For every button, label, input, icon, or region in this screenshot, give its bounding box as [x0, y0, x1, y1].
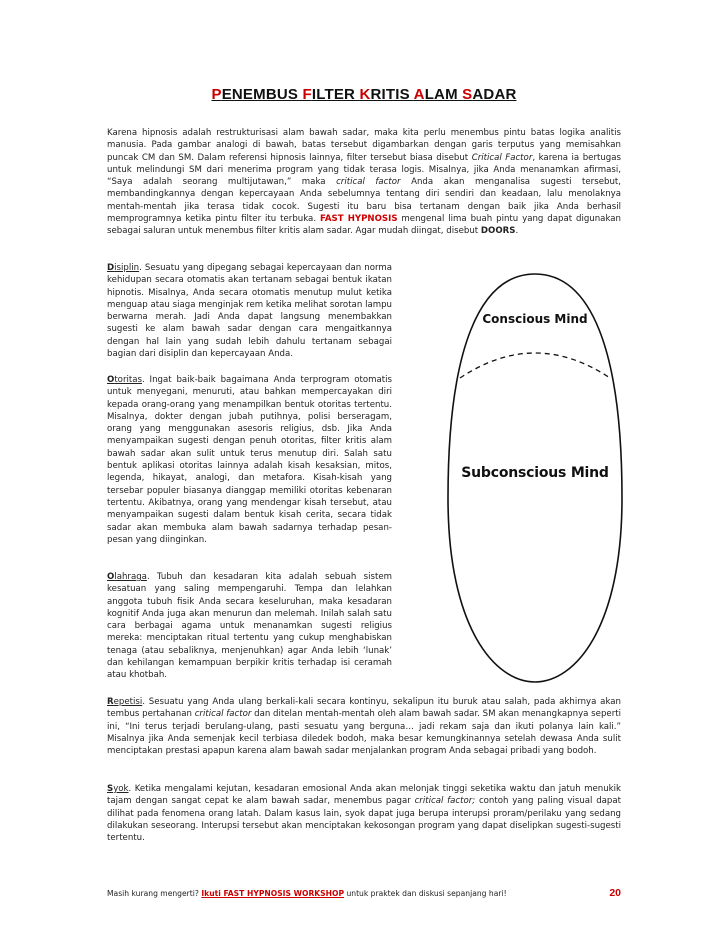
lead-rest: isiplin [114, 263, 140, 273]
section-lead [107, 572, 147, 582]
section-text: . Sesuatu yang Anda ulang berkali-kali secara kontinyu, sekalipun itu buruk atau salah, pada akhirnya akan tembus pertahanan [107, 697, 621, 720]
lead-initial: O [107, 572, 115, 582]
intro-text: Anda akan menganalisa sugesti tersebut, membandingkannya dengan kepercayaan Anda sebelumnya tentang diri sendiri dan keadaan, lalu menolaknya mentah-mentah jika terasa tidak cocok. Sugesti itu baru bisa tertanam dengan baik jika Anda berhasil memprogramnya ketika pintu filter itu terbuka. [107, 177, 621, 225]
footer-text: Masih kurang mengerti? [107, 889, 202, 898]
intro-text: . [515, 226, 519, 237]
conscious-mind-label: Conscious Mind [482, 312, 588, 326]
lead-rest: epetisi [113, 697, 143, 707]
brand-name: FAST HYPNOSIS [319, 214, 398, 225]
section-lead [107, 375, 142, 385]
lead-initial: D [107, 263, 115, 273]
page-title [0, 86, 728, 103]
page-number: 20 [609, 887, 621, 899]
title-text: RITIS [370, 86, 414, 103]
lead-rest: lahraga [114, 572, 147, 582]
lead-rest: yok [113, 784, 129, 794]
intro-text: mengenal lima buah pintu yang dapat digunakan sebagai saluran untuk menembus filter kritis alam sadar. Agar mudah diingat, disebut [107, 214, 621, 237]
intro-text: , karena ia bertugas untuk melindungi SM dari menerima program yang tidak terasa logis. Misalnya, jika Anda menanamkan afirmasi, “Saya adalah seorang multijutawan,” maka [107, 152, 621, 188]
disiplin-paragraph [107, 262, 392, 360]
section-emphasis: critical factor [194, 709, 252, 720]
title-initial: K [359, 86, 371, 103]
title-initial: A [413, 86, 425, 103]
title-text: ENEMBUS [221, 86, 303, 103]
section-text: . Ingat baik-baik bagaimana Anda terprogram otomatis untuk menyegani, menuruti, atau bahkan mempercayakan diri kepada orang-orang yang menampilkan bentuk otoritas tertentu. Misalnya, dokter dengan jubah putihnya, polisi berseragam, orang yang menggunakan asesoris religius, dsb. Jika Anda menyampaikan sugesti dengan penuh otoritas, filter kritis alam bawah sadar akan sulit untuk terus menutup diri. Salah satu bentuk aplikasi otoritas lainnya adalah kisah kesaksian, mitos, legenda, hikayat, analogi, dan metafora. Kisah-kisah yang tersebar populer biasanya dianggap memiliki otoritas kebenaran tertentu. Akibatnya, orang yang mendengar kisah tersebut, atau menyampaikan sugesti dalam bentuk kisah cerita, secara tidak sadar akan membuka alam bawah sadarnya terhadap pesan-pesan yang diinginkan. [107, 375, 392, 545]
intro-paragraph [107, 127, 621, 238]
footer [107, 889, 621, 898]
intro-text: Karena hipnosis adalah restrukturisasi alam bawah sadar, maka kita perlu menembus pintu batas logika analitis manusia. Pada gambar analogi di bawah, batas tersebut digambarkan dengan garis terputus yang memisahkan puncak CM dan SM. Dalam referensi hipnosis lainnya, filter tersebut biasa disebut [107, 128, 621, 163]
intro-emphasis: critical factor [336, 177, 401, 188]
syok-paragraph [107, 783, 621, 844]
intro-emphasis: Critical Factor [471, 152, 533, 163]
section-text: . Ketika mengalami kejutan, kesadaran emosional Anda akan melonjak tinggi seketika waktu dan jatuh menukik tajam dengan sangat cepat ke alam bawah sadar, menembus pagar [107, 784, 621, 807]
title-initial: F [302, 86, 312, 103]
workshop-link[interactable]: Ikuti FAST HYPNOSIS WORKSHOP [201, 889, 345, 898]
section-text: . Tubuh dan kesadaran kita adalah sebuah sistem kesatuan yang saling mempengaruhi. Tempa dan lelahkan anggota tubuh fisik Anda secara keseluruhan, maka kesadaran kognitif Anda juga akan menurun dan melemah. Inilah salah satu cara berbagai agama untuk menanamkan sugesti religius mereka: menciptakan ritual tertentu yang cukup menghabiskan tenaga (atau sebaliknya, menjenuhkan) agar Anda lebih ‘lunak’ dan kehilangan kemampuan berpikir kritis terhadap isi ceramah atau khotbah. [107, 572, 392, 681]
doors-acronym: DOORS [480, 226, 516, 237]
title-text: LAM [424, 86, 463, 103]
repetisi-paragraph [107, 696, 621, 757]
lead-rest: toritas [114, 375, 142, 385]
title-text: ADAR [472, 86, 517, 103]
title-initial: P [211, 86, 222, 103]
section-text: . Sesuatu yang dipegang sebagai kepercayaan dan norma kehidupan secara otomatis akan tertanam sebagai bentuk ikatan hipnotis. Misalnya, Anda secara otomatis menutup mulut ketika menguap atau siaga menginjak rem ketika melihat sorotan lampu berwarna merah. Jadi Anda dapat langsung menembakkan sugesti ke alam bawah sadar dengan cara mengaitkannya dengan hal lain yang sudah lebih dahulu tertanam sebagai bagian dari disiplin dan kepercayaan Anda. [107, 263, 392, 360]
lead-initial: R [107, 697, 114, 707]
title-initial: S [462, 86, 473, 103]
mind-diagram [440, 268, 630, 688]
section-lead [107, 263, 139, 273]
title-text: ILTER [311, 86, 360, 103]
footer-text: untuk praktek dan diskusi sepanjang hari! [344, 889, 507, 898]
section-emphasis: critical factor; [414, 796, 476, 807]
lead-initial: O [107, 375, 115, 385]
section-text: contoh yang paling visual dapat dilihat pada fenomena orang latah. Dalam kasus lain, syok dapat juga berupa interupsi proram/perilaku yang sedang dilakukan seseorang. Interupsi tersebut akan menciptakan kekosongan program yang dapat diselipkan sugesti-sugesti tertentu. [107, 796, 622, 844]
subconscious-mind-label: Subconscious Mind [461, 465, 609, 481]
olahraga-paragraph [107, 571, 392, 682]
otoritas-paragraph [107, 374, 392, 546]
section-text: dan ditelan mentah-mentah oleh alam bawah sadar. SM akan menangkapnya seperti ini, “Ini terus terjadi berulang-ulang, pasti sesuatu yang berguna… jadi rekam saja dan ikuti polanya lain kali.” Misalnya jika Anda semenjak kecil terbiasa diledek bodoh, maka besar kemungkinannya setelah dewasa Anda sulit menciptakan prestasi apapun karena alam bawah sadar menjalankan program Anda sebagai pribadi yang bodoh. [107, 709, 621, 757]
section-lead [107, 784, 129, 794]
lead-initial: S [107, 784, 114, 794]
section-lead [107, 697, 142, 707]
